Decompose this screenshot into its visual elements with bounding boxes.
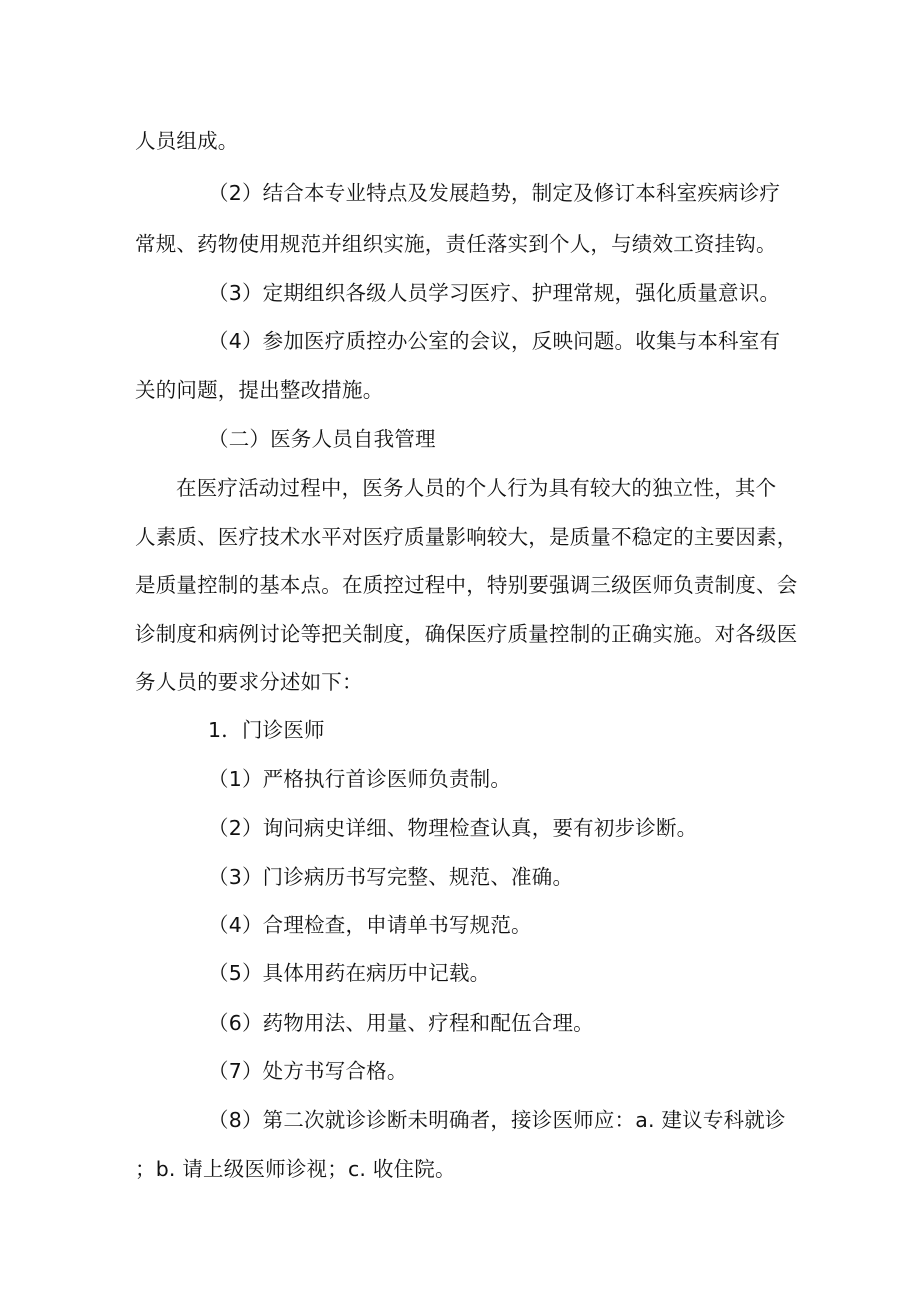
- text-line: ；b. 请上级医师诊视；c. 收住院。: [135, 1157, 456, 1181]
- list-item: （6）药物用法、用量、疗程和配伍合理。: [208, 1011, 594, 1035]
- text-line: 关的问题，提出整改措施。: [135, 378, 384, 402]
- text-line: 人员组成。: [135, 129, 239, 153]
- text-line: 务人员的要求分述如下：: [135, 670, 363, 694]
- list-item: （5）具体用药在病历中记载。: [208, 961, 491, 985]
- text-line: （3）定期组织各级人员学习医疗、护理常规，强化质量意识。: [208, 281, 781, 305]
- text-line: （4）参加医疗质控办公室的会议，反映问题。收集与本科室有: [208, 329, 781, 353]
- list-item: （7）处方书写合格。: [208, 1059, 408, 1083]
- list-item: （1）严格执行首诊医师负责制。: [208, 767, 512, 791]
- section-heading: （二）医务人员自我管理: [208, 427, 436, 451]
- text-line: 是质量控制的基本点。在质控过程中，特别要强调三级医师负责制度、会: [135, 573, 798, 597]
- list-item: （3）门诊病历书写完整、规范、准确。: [208, 865, 574, 889]
- text-line: （2）结合本专业特点及发展趋势，制定及修订本科室疾病诊疗: [208, 181, 781, 205]
- text-line: 常规、药物使用规范并组织实施，责任落实到个人，与绩效工资挂钩。: [135, 232, 777, 256]
- list-item: （2）询问病史详细、物理检查认真，要有初步诊断。: [208, 816, 698, 840]
- list-item: （4）合理检查，申请单书写规范。: [208, 913, 532, 937]
- text-line: 人素质、医疗技术水平对医疗质量影响较大，是质量不稳定的主要因素，: [135, 525, 798, 549]
- text-line: 诊制度和病例讨论等把关制度，确保医疗质量控制的正确实施。对各级医: [135, 622, 798, 646]
- list-item: （8）第二次就诊诊断未明确者，接诊医师应：a. 建议专科就诊: [208, 1108, 786, 1132]
- subsection-heading: 1．门诊医师: [208, 718, 325, 742]
- text-line: 在医疗活动过程中，医务人员的个人行为具有较大的独立性，其个: [176, 476, 777, 500]
